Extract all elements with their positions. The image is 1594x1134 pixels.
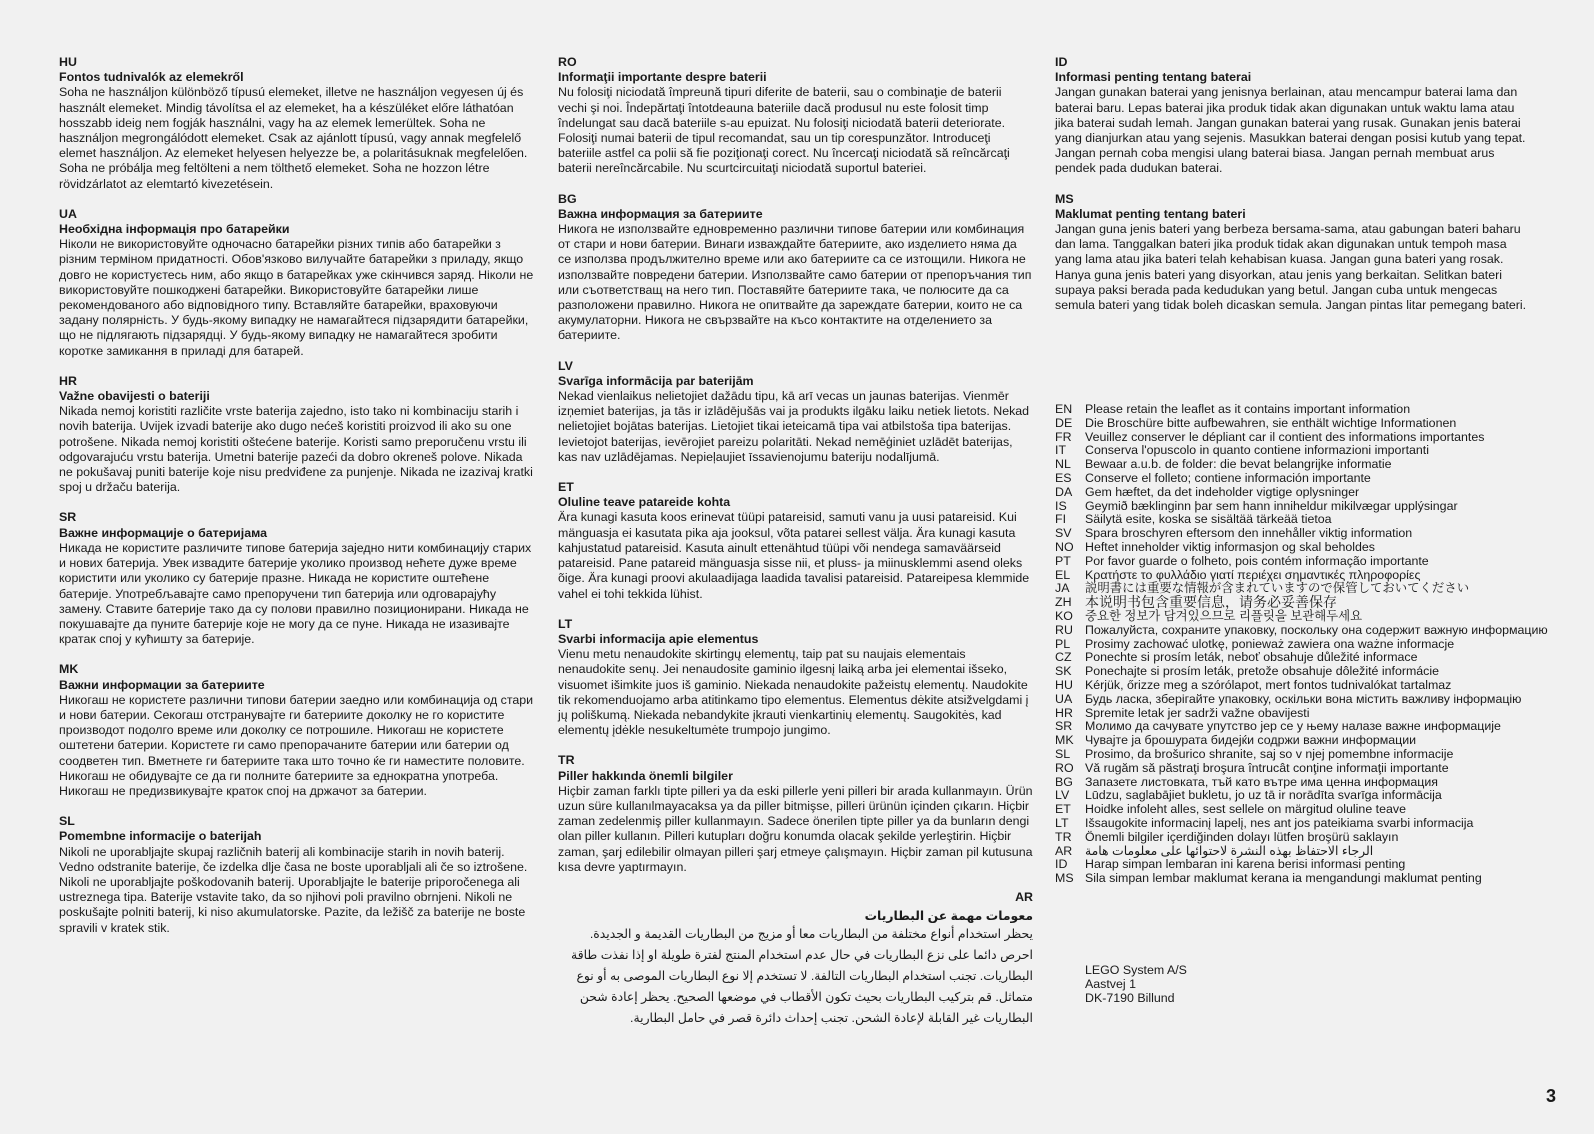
section-code: RO (558, 55, 577, 69)
section-text: Hiçbir zaman farklı tipte pilleri ya da eski pillerle yeni pilleri bir arada kullanmayın. Ürün uzun süre kullanılmayacaksa ya da piller bitmişse, pilleri ürünün içinden çıkarın. Hiçbir zaman zedelenmiş piller kullanmayın. Sadece önerilen tipte piller ya da bunların dengi olan piller kullanın. Pilleri kutupları doğru konumda olacak şekilde yerleştirin. Hiçbir zaman, şarj edilebilir olmayan pilleri şarj etmeye çalışmayın. Hiçbir zaman pil kutusuna kısa devre yaptırmayın. (558, 783, 1033, 874)
leaflet-text: Heftet inneholder viktig informasjon og skal beholdes (1085, 539, 1375, 554)
language-code: ES (1055, 470, 1072, 485)
column-right (1055, 55, 1535, 328)
leaflet-text: Spremite letak jer sadrži važne obavijesti (1085, 705, 1310, 720)
section-lt (558, 617, 1033, 739)
leaflet-text: Por favor guarde o folheto, pois contém informação importante (1085, 553, 1429, 568)
leaflet-item-ar (1055, 845, 1555, 859)
leaflet-item-sl (1055, 748, 1555, 762)
language-code: ID (1055, 857, 1068, 872)
language-code: SL (1055, 746, 1071, 761)
language-code: AR (1055, 843, 1073, 858)
language-code: FR (1055, 429, 1072, 444)
leaflet-text: Ponechte si prosím leták, neboť obsahuje důležité informace (1085, 650, 1418, 665)
leaflet-item-is (1055, 500, 1555, 514)
leaflet-text: Κρατήστε το φυλλάδιο γιατί περιέχει σημαντικές πληροφορίες (1085, 567, 1421, 582)
language-code: HR (1055, 705, 1073, 720)
section-text: Никога не използвайте едновременно различни типове батерии или комбинация от стари и нови батерии. Винаги изваждайте батериите, ако изделието няма да се използва продължително време или ако батериите са се изтощили. Никога не използвайте повредени батерии. Използвайте само батерии от препоръчания тип или съответстващ на него тип. Поставяйте батериите така, че полюсите да са разположени правилно. Никога не опитвайте да зареждате батерии, които не са акумулаторни. Никога не свързвайте на късо контактите на отделението за батериите. (558, 222, 1032, 343)
section-text: Jangan gunakan baterai yang jenisnya berlainan, atau mencampur baterai lama dan baterai baru. Lepas baterai jika produk tidak akan digunakan untuk waktu lama atau jika baterai sudah lemah. Jangan gunakan baterai yang rusak. Gunakan jenis baterai yang dianjurkan atau yang sejenis. Masukkan baterai dengan posisi kutub yang tepat. Jangan pernah coba mengisi ulang baterai biasa. Jangan pernah membuat arus pendek pada dudukan baterai. (1055, 85, 1526, 176)
leaflet-text: Sila simpan lembar maklumat kerana ia mengandungi maklumat penting (1085, 871, 1482, 886)
section-title: معومات مهمة عن البطاريات (864, 909, 1033, 924)
section-lv (558, 359, 1033, 465)
address-line: Aastvej 1 (1085, 977, 1136, 991)
leaflet-item-hr (1055, 707, 1555, 721)
leaflet-item-lt (1055, 817, 1555, 831)
section-text: يحظر استخدام أنواع مختلفة من البطاريات معا أو مزيج من البطاريات القديمة و الجديدة. احرص دائما على نزع البطاريات في حال عدم استخدام المنتج لفترة طويلة او إذا نفذت طاقة البطاريات. تجنب استخدام البطاريات التالفة. لا تستخدم إلا نوع البطاريات الموصى به أو نوع متماثل. قم بتركيب البطاريات بحيث تكون الأقطاب في موضعها الصحيح. يحظر إعادة شحن البطاريات غير القابلة لإعادة الشحن. تجنب إحداث دائرة قصر في حامل البطارية. (571, 927, 1033, 1026)
section-title: Важни информации за батериите (59, 677, 265, 692)
leaflet-text: Geymið bæklinginn þar sem hann inniheldur mikilvægar upplýsingar (1085, 498, 1458, 513)
section-text: Nikada nemoj koristiti različite vrste baterija zajedno, isto tako ni kombinaciju starih i novih baterija. Uvijek izvadi baterije ako dugo nećeš koristiti proizvod ili ako su one potrošene. Nikada nemoj koristiti oštećene baterije. Koristi samo preporučenu vrstu ili odgovarajuću vrstu baterija. Umetni baterije pazeći da dobro okreneš polove. Nikada ne pokušavaj puniti baterije koje nisu predviđene za punjenje. Nikada ne izazivaj kratki spoj u držaču baterija. (59, 404, 533, 495)
section-ua (59, 207, 534, 359)
language-code: DA (1055, 484, 1073, 499)
language-code: IT (1055, 443, 1067, 458)
language-code: BG (1055, 774, 1073, 789)
leaflet-item-nl (1055, 458, 1555, 472)
leaflet-text: Önemli bilgiler içerdiğinden dolayı lütfen broşürü saklayın (1085, 829, 1399, 844)
leaflet-text: Bewaar a.u.b. de folder: die bevat belangrijke informatie (1085, 457, 1392, 472)
leaflet-item-ua (1055, 693, 1555, 707)
leaflet-item-bg (1055, 776, 1555, 790)
leaflet-text: Please retain the leaflet as it contains important information (1085, 402, 1411, 416)
section-code: ET (558, 480, 574, 495)
address-line: LEGO System A/S (1085, 963, 1187, 977)
leaflet-text: 説明書には重要な情報が含まれていますので保管しておいてください (1085, 581, 1470, 596)
language-code: TR (1055, 829, 1072, 844)
section-text: Никогаш не користете различни типови батерии заедно или комбинација од стари и нови батерии. Секогаш отстранувајте ги батериите доколку не го користите производот подолго време или доколку се потрошиле. Никогаш не користете оштетени батерии. Користете ги само препорачаните батерии или батерии од соодветен тип. Вметнете ги батериите така што точно ќе ги наместите половите. Никогаш не обидувајте се да ги полните батериите за еднократна употреба. Никогаш не предизвикувајте краток спој на држачот за батерии. (59, 692, 534, 798)
leaflet-item-ms (1055, 872, 1555, 886)
leaflet-text: Пожалуйста, сохраните упаковку, поскольку она содержит важную информацию (1085, 622, 1548, 637)
leaflet-text: Hoidke infoleht alles, sest sellele on märgitud oluline teave (1085, 802, 1406, 817)
section-ro (558, 55, 1033, 177)
leaflet-item-zh (1055, 596, 1555, 610)
section-text: Nekad vienlaikus nelietojiet dažādu tipu, kā arī vecas un jaunas baterijas. Vienmēr izņemiet baterijas, ja tās ir izlādējušās vai ja produkts ilgāku laiku netiek lietots. Nekad nelietojiet bojātas baterijas. Lietojiet tikai ieteicamā tipa vai atbilstoša tipa baterijas. Ievietojot baterijas, ievērojiet pareizu polaritāti. Nekad nemēģiniet uzlādēt baterijas, kas nav uzlādējamas. Nepieļaujiet īssavienojumu bateriju nodalījumā. (558, 389, 1030, 464)
section-title: Oluline teave patareide kohta (558, 495, 731, 510)
section-ms (1055, 192, 1535, 314)
leaflet-item-mk (1055, 734, 1555, 748)
language-code: RO (1055, 760, 1074, 775)
leaflet-item-en (1055, 403, 1555, 417)
leaflet-text: Išsaugokite informacinį lapelį, nes ant jos pateikiama svarbi informacija (1085, 815, 1474, 830)
section-code: LT (558, 616, 573, 631)
page-number: 3 (1546, 1086, 1557, 1106)
section-title: Важне информације о батеријама (59, 525, 268, 540)
section-code: TR (558, 753, 575, 768)
leaflet-text: Будь ласка, зберігайте упаковку, оскільки вона містить важливу інформацію (1085, 691, 1522, 706)
language-code: ET (1055, 802, 1071, 817)
section-code: HU (59, 55, 77, 69)
section-code: SL (59, 814, 75, 829)
language-code: EN (1055, 402, 1073, 416)
language-code: FI (1055, 512, 1067, 527)
section-code: MK (59, 662, 79, 677)
section-title: Svarīga informācija par baterijām (558, 373, 754, 388)
address-line: DK-7190 Billund (1085, 991, 1175, 1005)
leaflet-text: Чувајте ја брошурата бидејќи содржи важни информации (1085, 733, 1417, 748)
leaflet-item-it (1055, 444, 1555, 458)
section-code: ID (1055, 55, 1068, 69)
leaflet-item-sr (1055, 720, 1555, 734)
section-text: Jangan guna jenis bateri yang berbeza bersama-sama, atau gabungan bateri baharu dan lama. Tanggalkan bateri jika produk tidak akan digunakan untuk tempoh masa yang lama atau jika bateri telah kehabisan kuasa. Jangan guna bateri yang rosak. Hanya guna jenis bateri yang disyorkan, atau jenis yang berkaitan. Selitkan bateri supaya paksi berada pada kedudukan yang betul. Jangan cuba untuk mengecas semula bateri yang tidak boleh dicaskan semula. Jangan pintas litar pemegang bateri. (1055, 222, 1527, 313)
section-text: Ніколи не використовуйте одночасно батарейки різних типів або батарейки з різним терміном придатності. Обов'язково вилучайте батарейки з приладу, якщо довго не користуєтесь ним, або якщо в батарейках уже скінчився заряд. Ніколи не використовуйте пошкоджені батарейки. Використовуйте батарейки лише рекомендованого або відповідного типу. Вставляйте батарейки, враховуючи задану полярність. У будь-якому випадку не намагайтеся підзарядити батарейки, що не підлягають підзарядці. У будь-якому випадку не намагайтеся зробити коротке замикання в приладі для батарей. (59, 237, 534, 358)
section-code: BG (558, 191, 577, 206)
leaflet-text: الرجاء الاحتفاظ بهذه النشرة لاحتوائها على معلومات هامة (1085, 843, 1374, 858)
leaflet-text: Harap simpan lembaran ini karena berisi informasi penting (1085, 857, 1406, 872)
section-hr (59, 374, 534, 496)
language-code: ZH (1055, 595, 1072, 610)
section-text: Nikoli ne uporabljajte skupaj različnih baterij ali kombinacije starih in novih baterij. Vedno odstranite baterije, če izdelka dlje časa ne boste uporabljali ali če so iztrošene. Nikoli ne uporabljajte poškodovanih baterij. Uporabljajte le baterije priporočenega ali ustreznega tipa. Baterije vstavite tako, da so njihovi poli pravilno obrnjeni. Nikoli ne poskušajte polniti baterij, ki niso akumulatorske. Pazite, da ležišč za baterije ne boste spravili v kratek stik. (59, 844, 528, 935)
section-title: Необхідна інформація про батарейки (59, 222, 290, 237)
leaflet-text: Ponechajte si prosím leták, pretože obsahuje dôležité informácie (1085, 664, 1440, 679)
section-title: Piller hakkında önemli bilgiler (558, 768, 733, 783)
section-text: Никада не користите различите типове батерија заједно нити комбинацију старих и нових батерија. Увек извадите батерије уколико производ нећете дуже време користити или уколико су батерије празне. Никада не користите оштећене батерије. Употребљавајте само препоручени тип батерија или одговарајућу замену. Ставите батерије тако да су полови правилно позиционирани. Никада не покушавајте да пуните батерије које не могу да се пуне. Никада не изазивајте кратак спој у кућишту за батерије. (59, 540, 532, 647)
section-mk (59, 662, 534, 799)
section-sl (59, 814, 534, 936)
language-code: SV (1055, 526, 1072, 541)
leaflet-text: Conserva l'opuscolo in quanto contiene informazioni importanti (1085, 443, 1429, 458)
leaflet-text: 本说明书包含重要信息，请务必妥善保存 (1085, 594, 1337, 611)
leaflet-item-pt (1055, 555, 1555, 569)
section-bg (558, 192, 1033, 344)
section-title: Informaţii importante despre baterii (558, 70, 767, 85)
leaflet-text: Lūdzu, saglabājiet bukletu, jo uz tā ir norādīta svarīga informācija (1085, 788, 1442, 803)
language-code: KO (1055, 608, 1073, 623)
leaflet-item-pl (1055, 638, 1555, 652)
language-code: SK (1055, 664, 1072, 679)
leaflet-item-id (1055, 858, 1555, 872)
leaflet-text: Vă rugăm să păstraţi broşura întrucât conţine informaţii importante (1085, 760, 1449, 775)
leaflet-text: Запазете листовката, тъй като вътре има ценна информация (1085, 774, 1439, 789)
section-title: Fontos tudnivalók az elemekről (59, 70, 244, 85)
language-code: LV (1055, 788, 1070, 803)
section-title: Важна информация за батериите (558, 206, 763, 221)
language-code: IS (1055, 498, 1067, 513)
section-code: LV (558, 358, 573, 373)
leaflet-text: Gem hæftet, da det indeholder vigtige oplysninger (1085, 484, 1360, 499)
language-code: DE (1055, 415, 1073, 430)
section-title: Maklumat penting tentang bateri (1055, 206, 1246, 221)
leaflet-item-fr (1055, 431, 1555, 445)
leaflet-item-de (1055, 417, 1555, 431)
leaflet-text: Veuillez conserver le dépliant car il contient des informations importantes (1085, 429, 1485, 444)
column-middle (558, 55, 1033, 1044)
section-code: HR (59, 373, 77, 388)
leaflet-text: Die Broschüre bitte aufbewahren, sie enthält wichtige Informationen (1085, 415, 1457, 430)
leaflet-item-es (1055, 472, 1555, 486)
language-code: LT (1055, 815, 1069, 830)
language-code: SR (1055, 719, 1073, 734)
leaflet-item-cz (1055, 651, 1555, 665)
leaflet-item-da (1055, 486, 1555, 500)
leaflet-item-ru (1055, 624, 1555, 638)
language-code: RU (1055, 622, 1073, 637)
leaflet-item-et (1055, 803, 1555, 817)
leaflet-item-sk (1055, 665, 1555, 679)
language-code: PL (1055, 636, 1071, 651)
language-code: PT (1055, 553, 1071, 568)
section-ar (558, 890, 1033, 1029)
section-title: Informasi penting tentang baterai (1055, 70, 1252, 85)
section-text: Nu folosiţi niciodată împreună tipuri diferite de baterii, sau o combinaţie de baterii vechi şi noi. Îndepărtaţi întotdeauna bateriile dacă produsul nu este folosit timp îndelungat sau dacă bateriile s-au epuizat. Nu folosiţi niciodată baterii deteriorate. Folosiţi numai baterii de tipul recomandat, sau un tip corespunzător. Introduceţi bateriile astfel ca polii să fie poziţionaţi corect. Nu încercaţi niciodată să reîncărcaţi baterii nereîncărcabile. Nu scurtcircuitaţi niciodată suportul bateriei. (558, 85, 1010, 176)
leaflet-text: Prosimo, da brošurico shranite, saj so v njej pomembne informacije (1085, 746, 1454, 761)
language-code: UA (1055, 691, 1073, 706)
section-text: Ära kunagi kasuta koos erinevat tüüpi patareisid, samuti vanu ja uusi patareisid. Kui mänguasja ei kasutata pika aja jooksul, võta patarei sellest välja. Ära kunagi kasuta kahjustatud patareisid. Kasuta ainult ettenähtud tüüpi või nendega samaväärseid patareisid. Pane patareid mänguasja sisse nii, et pluss- ja miinusklemmi asend oleks õige. Ära kunagi proovi akulaadijaga laadida tavalisi patareisid. Patareipesa klemmide vahel ei tohi tekkida lühist. (558, 510, 1030, 601)
section-hu (59, 55, 534, 192)
leaflet-item-hu (1055, 679, 1555, 693)
language-code: HU (1055, 677, 1073, 692)
company-address (1085, 963, 1187, 1005)
section-title: Važne obavijesti o bateriji (59, 389, 210, 404)
language-code: NL (1055, 457, 1071, 472)
leaflet-retention-list (1055, 403, 1555, 886)
leaflet-text: Prosimy zachować ulotkę, ponieważ zawiera ona ważne informacje (1085, 636, 1455, 651)
section-code: AR (1015, 889, 1033, 904)
leaflet-text: Spara broschyren eftersom den innehåller viktig information (1085, 526, 1413, 541)
leaflet-item-tr (1055, 831, 1555, 845)
language-code: MS (1055, 871, 1074, 886)
section-title: Pomembne informacije o baterijah (59, 829, 262, 844)
section-sr (59, 510, 534, 647)
language-code: JA (1055, 581, 1070, 596)
section-title: Svarbi informacija apie elementus (558, 631, 759, 646)
section-tr (558, 753, 1033, 875)
language-code: EL (1055, 567, 1071, 582)
section-text: Soha ne használjon különböző típusú elemeket, illetve ne használjon vegyesen új és használt elemeket. Mindig távolítsa el az elemeket, ha a készüléket előre láthatóan hosszabb ideig nem fogják használni, vagy ha az elemek lemerültek. Soha ne használjon megrongálódott elemeket. Csak az ajánlott típusú, vagy annak megfelelő elemet használjon. Az elemeket helyesen helyezze be, a polaritásuknak megfelelően. Soha ne próbálja meg feltölteni a nem tölthető elemeket. Soha ne hozzon létre rövidzárlatot az elemtartó kivezetésein. (59, 85, 528, 191)
leaflet-item-fi (1055, 513, 1555, 527)
leaflet-item-no (1055, 541, 1555, 555)
language-code: CZ (1055, 650, 1072, 665)
section-code: UA (59, 206, 77, 221)
section-code: SR (59, 510, 77, 525)
leaflet-item-ko (1055, 610, 1555, 624)
leaflet-text: Conserve el folleto; contiene información importante (1085, 470, 1371, 485)
language-code: MK (1055, 733, 1074, 748)
leaflet-text: 중요한 정보가 담겨있으므로 리플릿을 보관해두세요 (1085, 608, 1363, 623)
section-code: MS (1055, 191, 1074, 206)
leaflet-item-ro (1055, 762, 1555, 776)
language-code: NO (1055, 539, 1074, 554)
leaflet-item-sv (1055, 527, 1555, 541)
leaflet-text: Säilytä esite, koska se sisältää tärkeää tietoa (1085, 512, 1332, 527)
leaflet-text: Молимо да сачувате упутство јер се у њему налазе важне информације (1085, 719, 1501, 734)
leaflet-text: Kérjük, őrizze meg a szórólapot, mert fontos tudnivalókat tartalmaz (1085, 677, 1452, 692)
leaflet-item-lv (1055, 789, 1555, 803)
section-et (558, 480, 1033, 602)
section-id (1055, 55, 1535, 177)
section-text: Vienu metu nenaudokite skirtingų elementų, taip pat su naujais elementais nenaudokite senų. Jei nenaudosite gaminio ilgesnį laiką arba jei elementai išseko, visuomet išimkite juos iš gaminio. Niekada nenaudokite pažeistų elementų. Naudokite tik rekomenduojamo arba atitinkamo tipo elementus. Elementus dėkite atsižvelgdami į jų poliškumą. Niekada nebandykite įkrauti vienkartinių elementų. Saugokitės, kad elementų įdėkle nesukeltumėte trumpojo jungimo. (558, 647, 1029, 738)
column-left (59, 55, 534, 951)
